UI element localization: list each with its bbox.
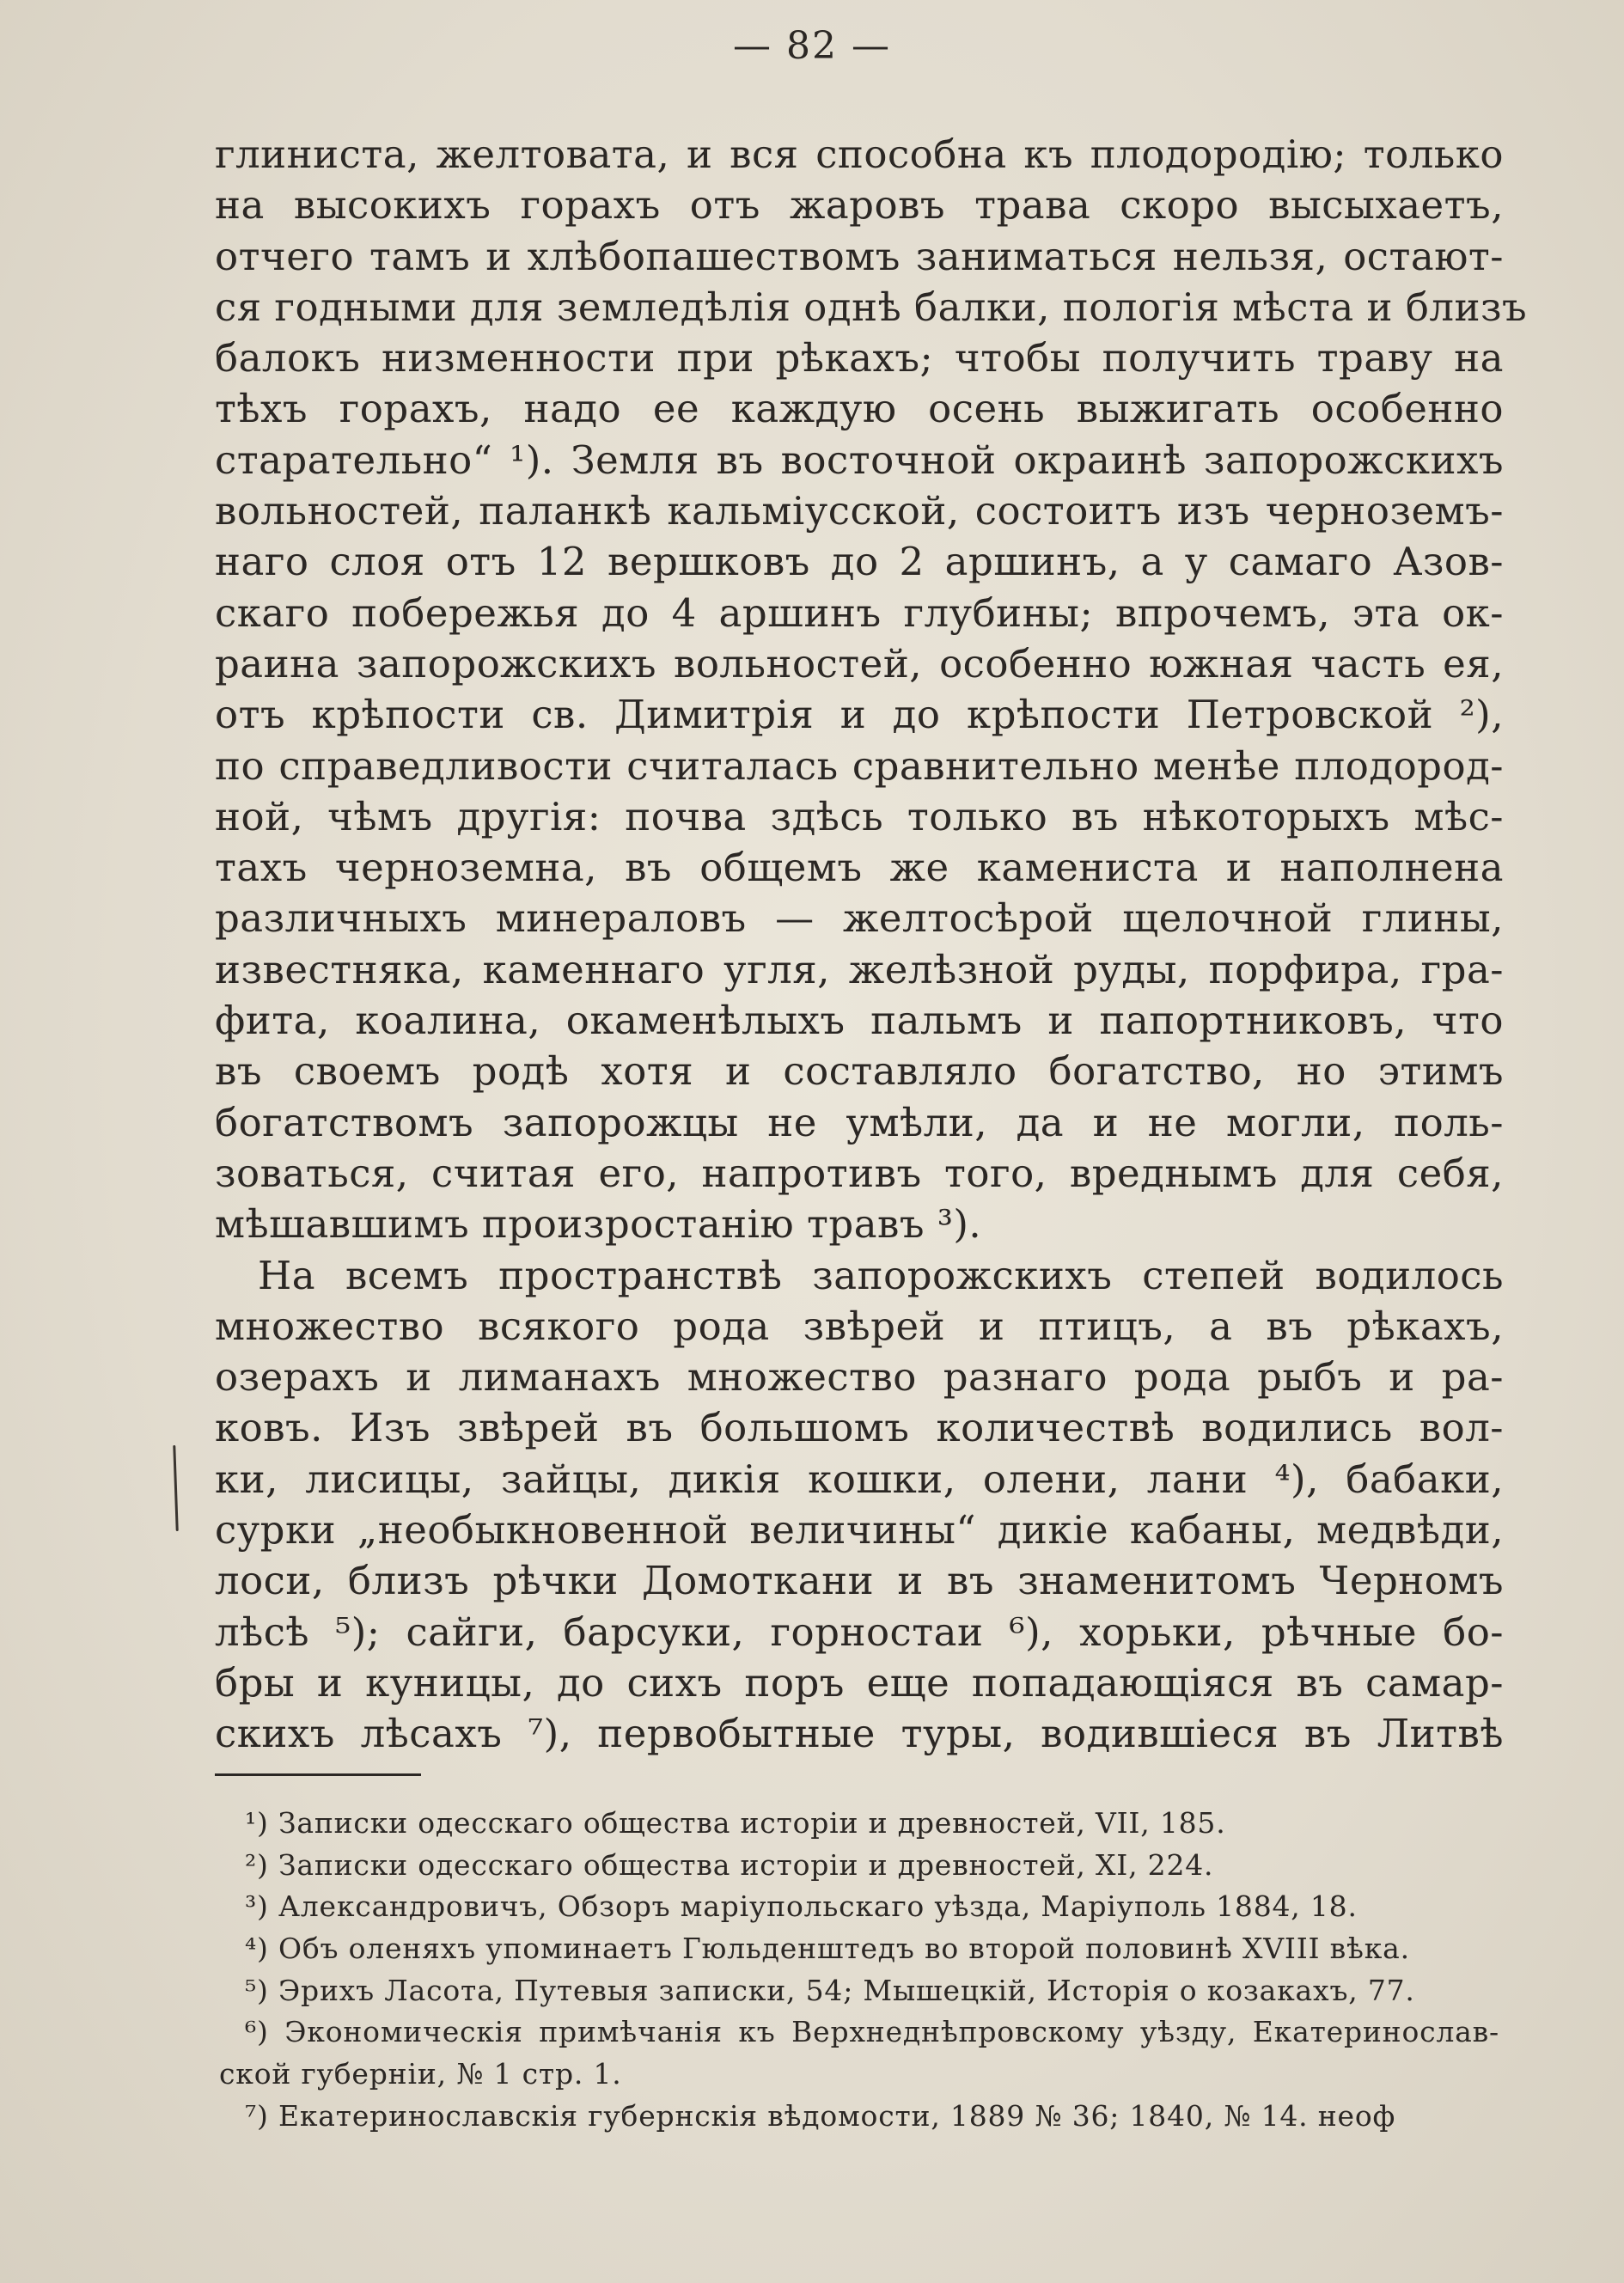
text-line: скаго побережья до 4 аршинъ глубины; впрочемъ, эта ок- [215, 589, 1504, 636]
text-line: по справедливости считалась сравнительно менѣе плодород- [215, 742, 1504, 789]
text-line: мѣшавшимъ произростанію травъ ³). [215, 1201, 982, 1248]
page-number: — 82 — [733, 24, 891, 68]
text-line: На всемъ пространствѣ запорожскихъ степей водилось [258, 1252, 1504, 1298]
text-line: ки, лисицы, зайцы, дикія кошки, олени, лани ⁴), бабаки, [215, 1456, 1504, 1502]
text-line: отъ крѣпости св. Димитрія и до крѣпости Петровской ²), [215, 692, 1504, 738]
footnote-line: ⁶) Экономическія примѣчанія къ Верхнеднѣпровскому уѣзду, Екатеринослав- [245, 2015, 1499, 2049]
text-line: зоваться, считая его, напротивъ того, вреднымъ для себя, [215, 1150, 1504, 1196]
footnote-line: ⁵) Эрихъ Ласота, Путевыя записки, 54; Мышецкій, Исторія о козакахъ, 77. [245, 1973, 1415, 2007]
text-line: различныхъ минераловъ — желтосѣрой щелочной глины, [215, 895, 1504, 942]
text-line: отчего тамъ и хлѣбопашествомъ заниматься нельзя, остают- [215, 233, 1504, 279]
footnote-line: ¹) Записки одесскаго общества исторіи и древностей, VII, 185. [245, 1806, 1226, 1840]
text-line: наго слоя отъ 12 вершковъ до 2 аршинъ, а у самаго Азов- [215, 539, 1504, 585]
text-line: старательно“ ¹). Земля въ восточной окраинѣ запорожскихъ [215, 436, 1504, 483]
text-line: лѣсѣ ⁵); сайги, барсуки, горностаи ⁶), хорьки, рѣчные бо- [215, 1608, 1504, 1655]
footnote-line: ³) Александровичъ, Обзоръ маріупольскаго уѣзда, Маріуполь 1884, 18. [245, 1889, 1358, 1924]
text-line: сурки „необыкновенной величины“ дикіе кабаны, медвѣди, [215, 1507, 1504, 1554]
text-line: фита, коалина, окаменѣлыхъ пальмъ и папортниковъ, что [215, 998, 1504, 1044]
footnote-line: ⁴) Объ оленяхъ упоминаетъ Гюльденштедъ во второй половинѣ XVIII вѣка. [245, 1932, 1410, 1966]
text-line: лоси, близъ рѣчки Домоткани и въ знаменитомъ Черномъ [215, 1558, 1504, 1604]
text-line: озерахъ и лиманахъ множество разнаго рода рыбъ и ра- [215, 1354, 1504, 1401]
footnotes [219, 1803, 1499, 2138]
text-line: ной, чѣмъ другія: почва здѣсь только въ нѣкоторыхъ мѣс- [215, 793, 1504, 839]
text-line: известняка, каменнаго угля, желѣзной руды, порфира, гра- [215, 946, 1504, 992]
text-line: богатствомъ запорожцы не умѣли, да и не могли, поль- [215, 1099, 1504, 1145]
text-line: скихъ лѣсахъ ⁷), первобытные туры, водившіеся въ Литвѣ [215, 1711, 1504, 1757]
text-line: вольностей, паланкѣ кальміусской, состоитъ изъ черноземъ- [215, 488, 1504, 534]
footnote-line: ⁷) Екатеринославскія губернскія вѣдомости, 1889 № 36; 1840, № 14. неоф [245, 2098, 1396, 2133]
text-line: бры и куницы, до сихъ поръ еще попадающіяся въ самар- [215, 1659, 1504, 1706]
text-line: раина запорожскихъ вольностей, особенно южная часть ея, [215, 640, 1504, 687]
text-line: ковъ. Изъ звѣрей въ большомъ количествѣ водились вол- [215, 1405, 1504, 1451]
text-line: тахъ черноземна, въ общемъ же камениста и наполнена [215, 845, 1504, 891]
text-line: множество всякого рода звѣрей и птицъ, а въ рѣкахъ, [215, 1303, 1504, 1349]
text-line: на высокихъ горахъ отъ жаровъ трава скоро высыхаетъ, [215, 182, 1504, 229]
text-line: глиниста, желтовата, и вся способна къ плодородію; только [215, 131, 1504, 177]
text-line: ся годными для земледѣлія однѣ балки, пологія мѣста и близъ [215, 284, 1528, 330]
text-line: тѣхъ горахъ, надо ее каждую осень выжигать особенно [215, 386, 1504, 432]
footnote-line: ²) Записки одесскаго общества исторіи и древностей, XI, 224. [245, 1847, 1214, 1882]
margin-pencil-mark [173, 1445, 178, 1531]
footnote-divider [215, 1773, 421, 1776]
text-line: балокъ низменности при рѣкахъ; чтобы получить траву на [215, 335, 1504, 382]
footnote-line: ской губерніи, № 1 стр. 1. [219, 2057, 622, 2091]
main-text [215, 129, 1528, 1760]
text-line: въ своемъ родѣ хотя и составляло богатство, но этимъ [215, 1048, 1504, 1095]
